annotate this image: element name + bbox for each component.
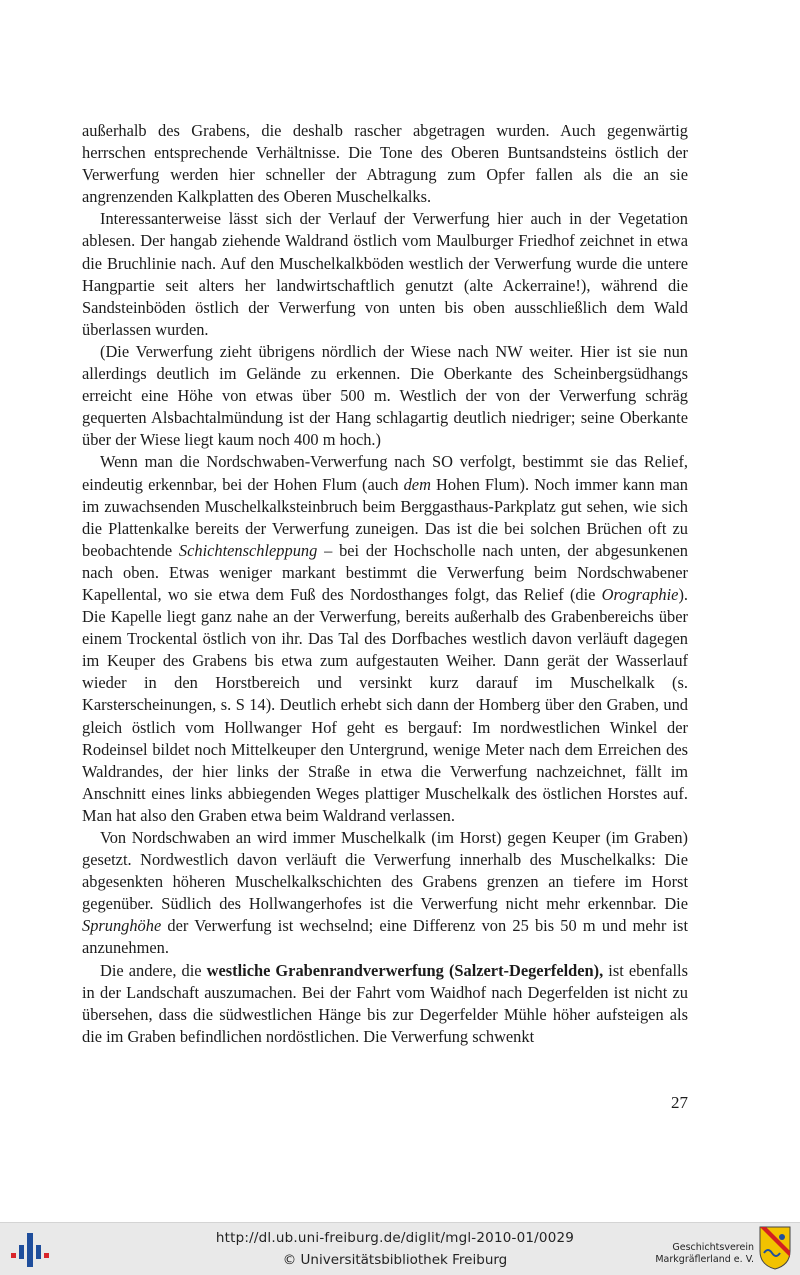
body-text [82,120,688,1048]
emphasis-schichtenschleppung: Schichtenschleppung [178,540,318,560]
coat-of-arms-icon[interactable] [758,1225,792,1271]
paragraph-6 [82,960,688,1048]
footer-bar [0,1222,800,1275]
paragraph-4-part-b: Hohen Flum). Noch immer kann man im zuwachsenden Muschelkalksteinbruch beim Berggasthaus-Parkplatz gut sehen, wie sich die Plattenkalke bereits der Verwerfung zuneigen. Das ist die bei solchen Brüchen oft zu beobachtende [82,474,688,560]
copyright-text: © Universitätsbibliothek Freiburg [282,1252,508,1268]
society-name [638,1242,754,1266]
page-number: 27 [671,1093,688,1112]
paragraph-4 [82,451,688,827]
emphasis-dem: dem [403,474,431,494]
paragraph-4-part-a: Wenn man die Nordschwaben-Verwerfung nach SO verfolgt, bestimmt sie das Relief, eindeutig erkennbar, bei der Hohen Flum (auch [82,452,688,494]
ub-freiburg-logo-icon[interactable] [8,1229,52,1269]
paragraph-1: außerhalb des Grabens, die deshalb rascher abgetragen wurden. Auch gegenwärtig herrschen entsprechende Verhältnisse. Die Tone des Oberen Buntsandsteins östlich der Verwerfung werden hier schneller der Abtragung zum Opfer fallen als die an sie angrenzenden Kalkplatten des Oberen Muschelkalks. [82,121,688,207]
society-line-2: Markgräflerland e. V. [655,1254,754,1265]
paragraph-6-part-a: Die andere, die [100,960,207,980]
bold-grabenrandverwerfung: westliche Grabenrandverwerfung [206,960,444,980]
paragraph-5-part-a: Von Nordschwaben an wird immer Muschelkalk (im Horst) gegen Keuper (im Graben) gesetzt. Nordwestlich davon verläuft die Verwerfung innerhalb des Muschelkalks: Die abgesenkten höheren Muschelkalkschichten des Grabens grenzen an tiefere im Horst gegenüber. Südlich des Hollwangerhofes ist die Verwerfung nicht mehr erkennbar. Die [82,828,688,914]
emphasis-sprunghoehe: Sprunghöhe [82,916,162,936]
paragraph-3: (Die Verwerfung zieht übrigens nördlich der Wiese nach NW weiter. Hier ist sie nun allerdings deutlich im Gelände zu erkennen. Die Oberkante des Scheinbergsüdhangs erreicht eine Höhe von etwas über 500 m. Westlich der von der Verwerfung schräg gequerten Alsbachtalmündung ist der Hang schlagartig deutlich niedriger; seine Oberkante über der Wiese liegt kaum noch 400 m hoch.) [82,341,688,450]
paragraph-5-part-b: der Verwerfung ist wechselnd; eine Differenz von 25 bis 50 m und mehr ist anzunehmen. [82,916,688,958]
paragraph-6-part-b: ist ebenfalls in der Landschaft auszumachen. Bei der Fahrt vom Waidhof nach Degerfelden ist nicht zu übersehen, dass die südwestlichen Hänge bis zur Degerfelder Mühle höher aufsteigen als die im Graben befindlichen nordöstlichen. Die Verwerfung schwenkt [82,960,688,1046]
bold-salzert-degerfelden: (Salzert-Degerfelden), [448,960,604,980]
paragraph-5 [82,827,688,960]
paragraph-4-part-d: ). Die Kapelle liegt ganz nahe an der Verwerfung, bereits außerhalb des Grabenbereichs über einem Trockental östlich von ihr. Das Tal des Dorfbaches westlich davon verläuft dagegen im Keuper des Grabens bis etwa zum aufgestauten Weiher. Dann gerät der Wasserlauf wieder in den Horstbereich und versinkt kurz darauf im Muschelkalk (s. Karsterscheinungen, s. S 14). Deutlich erhebt sich dann der Homberg über den Graben, und gleich östlich vom Hollwanger Hof geht es bergauf: Im nordwestlichen Winkel der Rodeinsel bildet noch Mittelkeuper den Untergrund, wenige Meter nach dem Erreichen des Waldrandes, der hier links der Straße in etwa die Verwerfung nachzeichnet, fällt im Anschnitt eines links abbiegenden Weges plattiger Muschelkalk des östlichen Horstes auf. Man hat also den Graben etwa beim Waldrand verlassen. [82,584,688,825]
paragraph-2: Interessanterweise lässt sich der Verlauf der Verwerfung hier auch in der Vegetation ablesen. Der hangab ziehende Waldrand östlich vom Maulburger Friedhof zeichnet in etwa die Bruchlinie nach. Auf den Muschelkalkböden westlich der Verwerfung wurde die untere Hangpartie seit alters her landwirtschaftlich genutzt (alte Ackerraine!), während die Sandsteinböden östlich der Verwerfung von unten bis oben ausschließlich dem Wald überlassen wurden. [82,209,688,339]
document-url-link[interactable]: http://dl.ub.uni-freiburg.de/diglit/mgl-2010-01/0029 [215,1230,575,1246]
emphasis-orographie: Orographie [601,584,679,604]
paragraph-4-part-c: – bei der Hochscholle nach unten, der abgesunkenen nach oben. Etwas weniger markant bestimmt die Verwerfung beim Nordschwabener Kapellental, wo sie etwa dem Fuß des Nordosthanges folgt, das Relief (die [82,540,688,604]
society-line-1: Geschichtsverein [672,1242,754,1253]
